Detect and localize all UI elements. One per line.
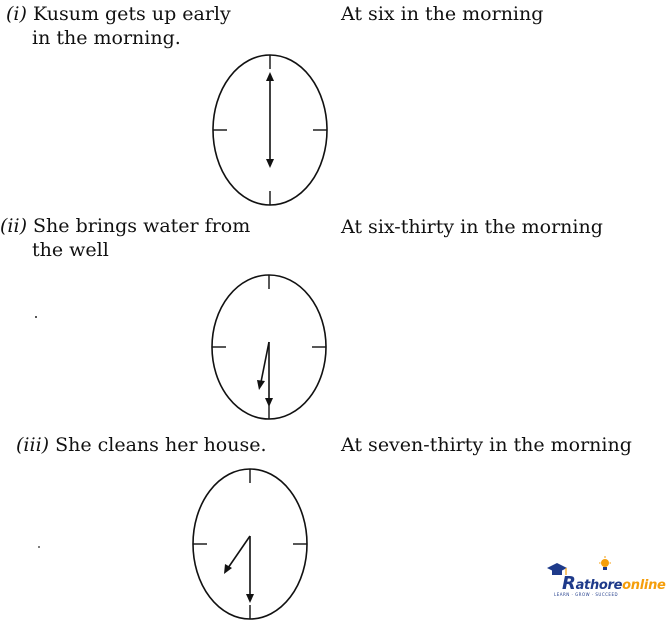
clock-six xyxy=(210,50,330,210)
rathore-online-logo xyxy=(544,556,666,606)
item-3-number: (iii) xyxy=(16,434,50,456)
item-3-time: At seven-thirty in the morning xyxy=(341,434,632,456)
item-2-number: (ii) xyxy=(0,215,27,237)
item-1-text xyxy=(6,2,231,26)
item-1-line-1: Kusum gets up early xyxy=(32,3,231,25)
item-2-line-2: the well xyxy=(32,239,109,261)
minute-hand-arrow xyxy=(266,72,274,81)
item-1-line-2: in the morning. xyxy=(32,27,181,49)
item-2-text xyxy=(0,214,250,238)
stray-dot xyxy=(35,316,37,318)
hour-hand xyxy=(261,342,269,382)
logo-wordmark xyxy=(562,573,666,594)
clock-six-thirty xyxy=(209,270,329,425)
item-3-text xyxy=(16,433,267,457)
logo-r: R xyxy=(562,573,576,594)
item-1-number: (i) xyxy=(6,3,27,25)
logo-athore: athore xyxy=(575,578,623,593)
hour-hand-arrow xyxy=(257,380,265,390)
clock-seven-thirty xyxy=(190,464,310,624)
minute-hand-arrow xyxy=(246,594,254,603)
item-2-line-1: She brings water from xyxy=(33,215,251,237)
hour-hand-arrow xyxy=(224,564,232,574)
item-3-line-1: She cleans her house. xyxy=(55,434,267,456)
item-1-time: At six in the morning xyxy=(341,3,544,25)
minute-hand-arrow xyxy=(265,398,273,407)
item-2-time: At six-thirty in the morning xyxy=(341,216,603,238)
stray-dot xyxy=(38,546,40,548)
lightbulb-icon xyxy=(598,556,612,572)
logo-tagline: LEARN · GROW · SUCCEED xyxy=(554,592,619,597)
logo-online: online xyxy=(622,578,666,593)
hour-hand-arrow xyxy=(266,159,274,168)
hour-hand xyxy=(228,536,250,568)
